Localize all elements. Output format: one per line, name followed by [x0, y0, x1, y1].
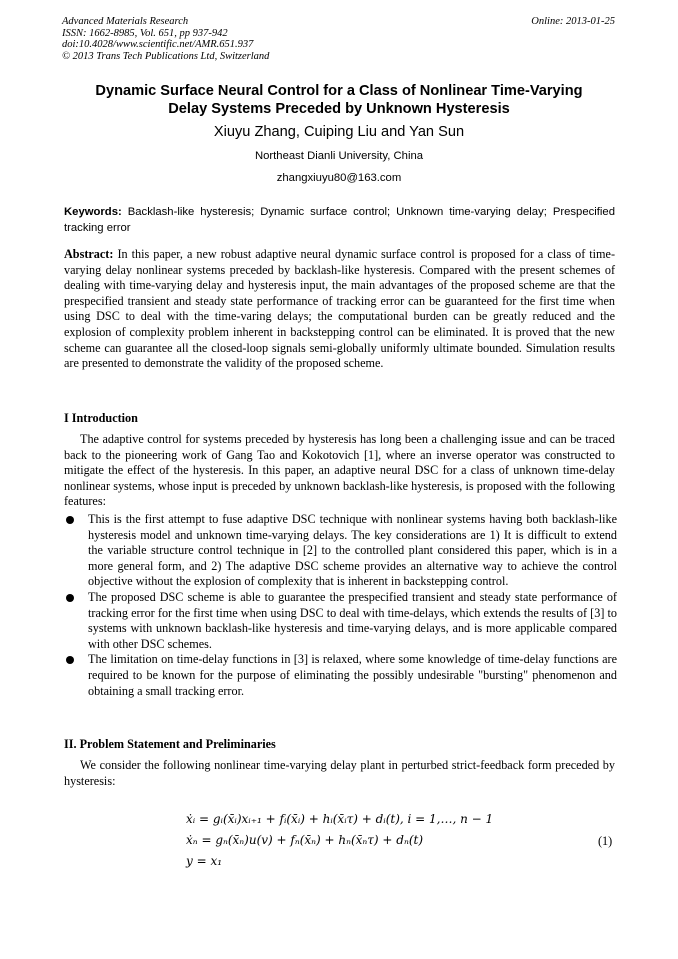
list-item-text: This is the first attempt to fuse adaptive DSC technique with nonlinear systems having both backlash-like hysteresis model and unknown time-varying delays. The key considerations are 1) It is difficult to extend the variable structure control technique in [2] to the controlled plant considered this paper, which is in a more general form, and 2) The adaptive DSC scheme provides an alternative way to achieve the control objective without the explosion of complexity that is inherent in backstepping control.: [88, 512, 617, 589]
abstract-text: In this paper, a new robust adaptive neural dynamic surface control is proposed for a class of time-varying delay nonlinear systems preceded by backlash-like hysteresis. Compared with the present schemes of dealing with time-varying delay and hysteresis input, the main advantages of the proposed scheme are that the prespecified transient and steady state performance of tracking error can be guaranteed for the first time when using DSC to deal with the time-varing delays; the computational burden can be greatly reduced and the explosion of complexity problem inherent in backstepping control can be eliminated. It is proved that the new scheme can guarantee all the closed-loop signals semi-globally uniformly ultimate bounded. Simulation results are presented to demonstrate the validity of the proposed scheme.: [64, 247, 616, 371]
author-email[interactable]: zhangxiuyu80@163.com: [276, 172, 402, 184]
doi-line: doi:10.4028/www.scientific.net/AMR.651.937: [62, 39, 254, 50]
section-heading-problem: II. Problem Statement and Preliminaries: [64, 737, 276, 751]
title-line-2: Delay Systems Preceded by Unknown Hysteresis: [168, 101, 510, 117]
journal-header: [62, 16, 269, 62]
bullet-icon: [66, 594, 74, 602]
equation-line-1: ẋᵢ = gᵢ(x̄ᵢ)xᵢ₊₁ + fᵢ(x̄ᵢ) + hᵢ(x̄ᵢτ) + dᵢ(t), i = 1,…, n − 1: [186, 812, 494, 826]
section-heading-introduction: I Introduction: [64, 411, 138, 425]
list-item: [64, 652, 617, 699]
equation-line-3: y = x₁: [186, 854, 223, 868]
list-item: [64, 512, 617, 590]
feature-list: [64, 512, 617, 699]
problem-paragraph: We consider the following nonlinear time-varying delay plant in perturbed strict-feedback form preceded by hysteresis:: [64, 758, 615, 788]
issn-line: ISSN: 1662-8985, Vol. 651, pp 937-942: [62, 27, 228, 39]
keywords-text: Backlash-like hysteresis; Dynamic surface control; Unknown time-varying delay; Prespecified tracking error: [64, 206, 615, 234]
equation-number: (1): [598, 834, 613, 848]
paper-title: [40, 82, 638, 118]
abstract: [64, 247, 615, 372]
bullet-icon: [66, 516, 74, 524]
bullet-icon: [66, 656, 74, 664]
online-date: Online: 2013-01-25: [531, 16, 615, 27]
title-line-1: Dynamic Surface Neural Control for a Class of Nonlinear Time-Varying: [95, 83, 583, 99]
list-item-text: The limitation on time-delay functions in [3] is relaxed, where some knowledge of time-delay functions are required to be known for the purpose of eliminating the possibly undesirable "bursting" phenomenon and obtaining a small tracking error.: [88, 652, 617, 698]
list-item-text: The proposed DSC scheme is able to guarantee the prespecified transient and steady state performance of tracking error for the first time when using DSC to deal with time-delays, which extends the results of [3] to systems with unknown backlash-like hysteresis and time-varying delays, and is more applicable compared with other DSC schemes.: [88, 589, 617, 651]
keywords: [64, 205, 615, 236]
list-item: [64, 590, 617, 652]
intro-paragraph: The adaptive control for systems preceded by hysteresis has long been a challenging issue and can be traced back to the pioneering work of Gang Tao and Kokotovich [1], where an inverse operator was constructed to mitigate the effect of the hysteresis. In this paper, an adaptive neural DSC for a class of unknown time-delay nonlinear systems, whose input is preceded by unknown backlash-like hysteresis, is proposed with the following features:: [64, 432, 615, 509]
keywords-label: Keywords:: [64, 206, 122, 218]
authors: Xiuyu Zhang, Cuiping Liu and Yan Sun: [213, 124, 465, 140]
affiliation: Northeast Dianli University, China: [254, 150, 424, 162]
equation-line-2: ẋₙ = gₙ(x̄ₙ)u(v) + fₙ(x̄ₙ) + hₙ(x̄ₙτ) + dₙ(t): [186, 833, 424, 847]
copyright-line: © 2013 Trans Tech Publications Ltd, Switzerland: [62, 50, 270, 62]
abstract-label: Abstract:: [64, 247, 114, 261]
journal-name: Advanced Materials Research: [62, 16, 189, 27]
